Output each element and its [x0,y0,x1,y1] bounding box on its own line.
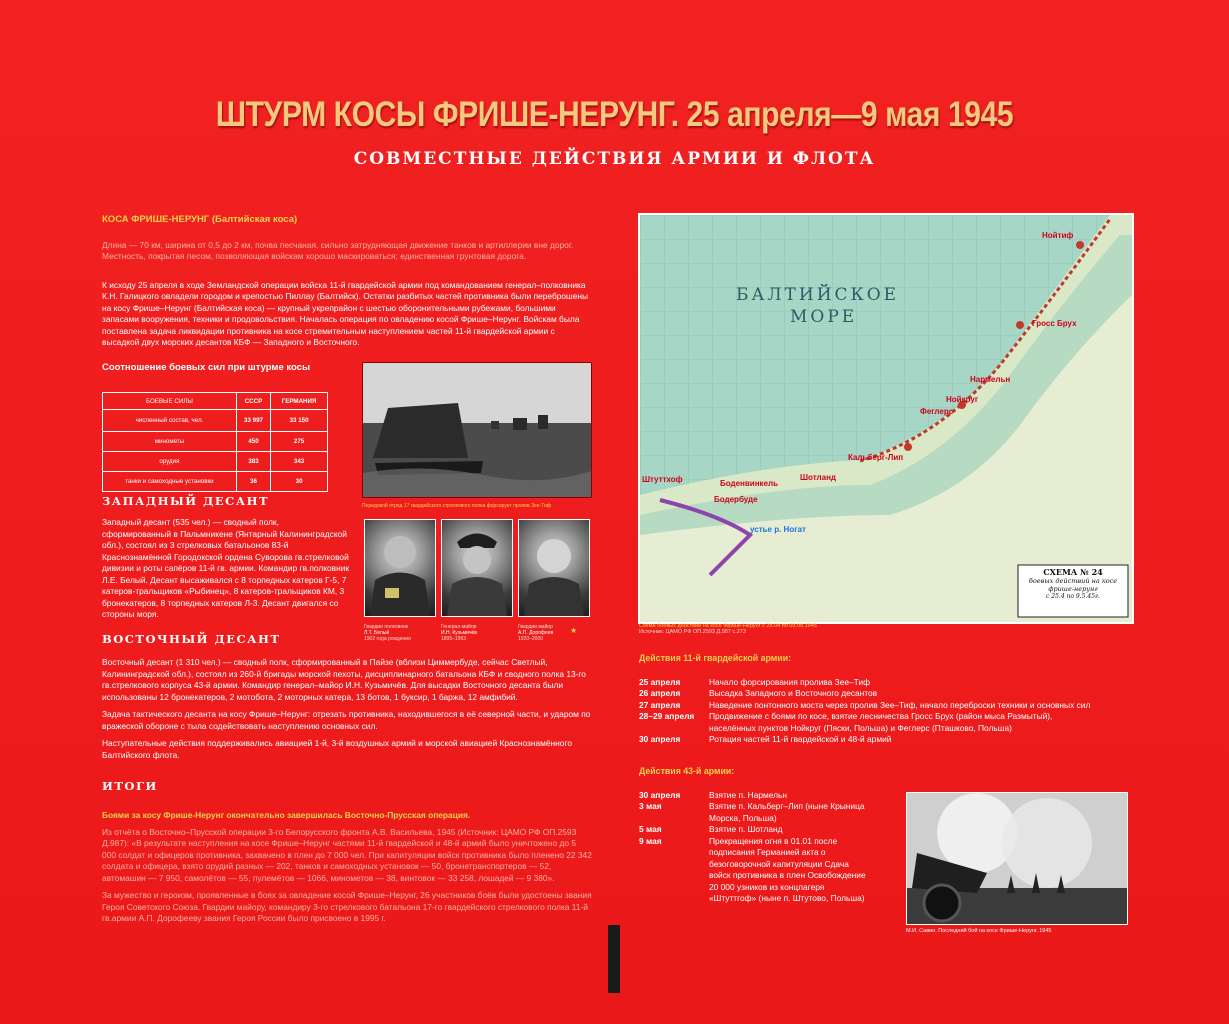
portrait-caption-dorofeev [518,624,553,642]
caption-years: 1920–2000 [518,636,544,642]
table-cell-germany: 343 [271,452,328,472]
intro-description: Длина — 70 км, ширина от 0,5 до 2 км, почва песчаная, сильно затрудняющая движение танков и артиллерии вне дорог. Местность, покрытая песом, позволяющая войскам хорошо маскироваться; единственная грунтовая дорога. [102,239,574,261]
results-heroes: За мужество и героизм, проявленные в боях за овладение косой Фрише–Нерунг, 26 участников боёв были удостоены звания Героя Советского Союза. Гвардии майору, командиру 3-го стрелкового батальона 17-го гвардейского стрелкового полка 11-й гв.армии А.П. Дорофееву звания Героя России было присвоено в 1995 г. [102,890,592,923]
portrait-bely [364,519,436,617]
east-landing-heading: ВОСТОЧНЫЙ ДЕСАНТ [102,632,281,646]
timeline-row [639,836,869,905]
east-landing-para-1: Восточный десант (1 310 чел.) — сводный полк, сформированный в Пайзе (вблизи Циммербуде, сейчас Светлый, Калининградской обл.), состоял из 260-й бригады морской пехоты, дисциплинарного батальона КБФ и сводного полка 13-го гв.стрелкового корпуса 43-й армии. Командир генерал–майор И.Н. Кузьмичёв. Для высадки Восточного десанта были использованы 12 бронекатеров, 2 мотобота, 2 моторных катера, 13 ботов, 1 буксир, 1 баржа, 12 амфибий. [102,657,586,702]
table-row [103,452,328,472]
table-header-cell: СССР [236,393,270,410]
caption-rank: Генерал-майор [441,624,477,630]
west-landing-body: Западный десант (535 чел.) — сводный полк, сформированный в Пальмникене (Янтарный Калининградской обл.), состоял из 3 стрелковых батальонов 83-й Краснознамённой Городокской ордена Суворова гв.стрелковой дивизии и роты сапёров 11-й гв. армии. Командир гв.полковник Л.Е. Белый. Десант высаживался с 8 торпедных катеров Г-5, 7 катеров-тральщиков «Рыбинец», 8 катеров-тральщиков КМ, 3 бронекатеров, 8 торпедных катеров Л-3. Десант двигался со стороны моря. [102,517,350,619]
timeline-row [639,711,1134,734]
timeline-text: Взятие п. Нармельн [709,789,788,800]
portrait-dorofeev [518,519,590,617]
portrait-dorofeev-illustration [519,520,589,616]
battle-map-illustration [640,215,1132,622]
table-header-cell: ГЕРМАНИЯ [271,393,328,410]
portrait-kuzmichev-illustration [442,520,512,616]
caption-name: И.Н. Кузьмичёв [441,630,477,636]
hero-star-icon: ★ [570,626,578,635]
map-place-label: Бодербуде [714,495,758,504]
timeline-date: 5 мая [639,824,662,834]
timeline-row [639,700,1134,712]
page-title: ШТУРМ КОСЫ ФРИШЕ-НЕРУНГ. 25 апреля—9 мая 1945 [215,95,1014,134]
table-row [103,410,328,432]
map-place-label: Боденвинкель [720,479,779,488]
timeline-row [639,824,869,836]
table-cell-germany: 275 [271,432,328,452]
table-cell-ussr: 36 [236,472,270,492]
army43-heading: Действия 43-й армии: [639,766,735,776]
timeline-row [639,688,1134,700]
timeline-date: 26 апреля [639,688,681,698]
map-place-label: Нармельн [970,375,1011,384]
table-header-row [103,393,328,410]
results-body [102,810,592,931]
timeline-date: 3 мая [639,801,662,811]
portrait-bely-illustration [365,520,435,616]
timeline-date: 25 апреля [639,676,681,687]
results-report: Из отчёта о Восточно–Прусской операции 3-го Белорусского фронта А.В. Васильева, 1945 (Источник: ЦАМО РФ ОП.2593 Д.987): «В результате наступления на косе Фрише–Нерунг частями 11-й гвардейской и 48-й армий было уничтожено до 5 000 солдат и офицеров противника, захвачено в плен до 7 000 чел. При капитуляции войск противника было пленено 22 342 солдата и офицера, взято орудий разных — 202, танков и самоходных установок — 50, бронетранспортеров — 52, автомашин — 7 950, самолётов — 55, пулемётов — 1066, минометов — 38, винтовок — 33 258, лошадей — 9 380». [102,826,592,883]
timeline-text: Прекращения огня в 01.01 после подписания Германией акта о безоговорочной капитуляции Сдача войск противника в плен Освобождение 20 000 узников из концлагеря «Штуттгоф» (ныне п. Штутово, Польша) [709,835,866,903]
caption-name: Л.Т. Белый [364,630,390,636]
timeline-text: Ротация частей 11-й гвардейской и 48-й армий [709,734,892,744]
timeline-date: 28–29 апреля [639,711,695,721]
map-place-label: устье р. Ногат [750,525,806,534]
map-legend-title: СХЕМА № 24 [1043,567,1103,577]
timeline-text: Высадка Западного и Восточного десантов [709,688,878,698]
landing-craft-photo [362,362,592,498]
intro-section [102,214,592,355]
intro-heading: КОСА ФРИШЕ-НЕРУНГ (Балтийская коса) [102,214,298,225]
caption-rank: Гвардии полковник [364,624,409,630]
map-place-label: Нойтиф [1042,231,1074,240]
east-landing-body [102,657,592,767]
map-place-label: Штуттхоф [642,475,683,484]
timeline-date: 27 апреля [639,699,681,710]
landing-craft-illustration [363,363,591,497]
portrait-caption-kuzmichev [441,624,477,642]
map-place-label: Нойкруг [946,395,979,404]
timeline-date: 30 апреля [639,734,681,744]
results-heading: ИТОГИ [102,779,158,793]
timeline-date: 9 мая [639,835,662,846]
artillery-photo [906,792,1128,925]
table-cell-ussr: 450 [236,432,270,452]
caption-name: А.П. Дорофеев [518,630,554,636]
table-cell-label: орудия [103,452,237,472]
intro-body: К исходу 25 апреля в ходе Земландской операции войска 11-й гвардейской армии под командованием генерал–полковника К.Н. Галицкого овладели городом и крепостью Пиллау (Балтийск). Остатки разбитых частей противника были переброшены на косу Фрише–Нерунг (Балтийская коса) — крупный укрепрайон с шестью оборонительными рубежами, большими запасами вооружения, техники и продовольствия. Началась операция по овладению косой Фрише–Нерунг. Войскам была поставлена задача ликвидации противника на косе стремительным наступлением частей 11-й гвардейской армии с высадкой двух морских десантов КБФ — Западного и Восточного. [102,279,589,347]
battle-map [638,213,1134,624]
map-caption: Схема боевых действий на косе Фрише-Нерунг с 25.04 по 09.05.1945 [639,623,817,629]
table-cell-germany: 33 150 [271,410,328,432]
spine-decoration [608,925,620,993]
caption-rank: Гвардии майор [518,624,553,630]
artillery-caption: М.И. Савин. Последний бой на косе Фрише-Нерунг. 1945 [906,928,1052,934]
table-cell-label: танки и самоходные установки [103,472,237,492]
map-source: Источник: ЦАМО РФ ОП.2593 Д.987 с.273 [639,629,746,635]
table-row [103,472,328,492]
east-landing-para-2: Задача тактического десанта на косу Фрише–Нерунг: отрезать противника, находившегося в её северной части, и ударом по вражеской обороне с тыла содействовать наступлению основных сил. [102,709,591,731]
timeline-text: Взятие п. Кальберг–Лип (ныне Крыница Морска, Польша) [709,801,865,823]
map-sea-label: БАЛТИЙСКОЕ [736,285,900,305]
forces-table [102,392,328,492]
timeline-row [639,801,869,824]
map-legend-dates: с 25.4 по 9.5.45г. [1046,593,1100,600]
landing-craft-caption: Передовой отряд 17 гвардейского стрелкового полка форсирует пролив Зее-Тиф [362,503,551,509]
table-cell-germany: 30 [271,472,328,492]
timeline-text: Взятие п. Шотланд [709,824,783,834]
timeline-text: Наведение понтонного моста через пролив Зее–Тиф, начало переброски техники и основных сил [709,699,1091,710]
map-place-label: Кальберг-Лип [848,453,904,462]
army43-timeline [639,766,869,905]
map-legend [1020,567,1126,600]
table-cell-label: минометы [103,432,237,452]
results-lead: Боями за косу Фрише-Нерунг окончательно завершилась Восточно-Прусская операция. [102,810,471,820]
west-landing-heading: ЗАПАДНЫЙ ДЕСАНТ [102,494,270,508]
portrait-caption-bely [364,624,411,642]
map-legend-body: боевых действий на косе фрише-нерунг [1028,577,1118,593]
table-header-cell: БОЕВЫЕ СИЛЫ [103,393,237,410]
timeline-date: 30 апреля [639,789,681,800]
army11-timeline [639,653,1134,746]
timeline-row [639,734,1134,746]
map-sea-label-2: МОРЕ [790,307,858,327]
timeline-row [639,677,1134,689]
caption-years: 1902 года рождения [364,636,411,642]
east-landing-para-3: Наступательные действия поддерживались авиацией 1-й, 3-й воздушных армий и морской авиацией Краснознамённого Балтийского флота. [102,738,572,760]
army11-heading: Действия 11-й гвардейской армии: [639,653,792,663]
artillery-illustration [907,793,1127,924]
table-cell-label: численный состав, чел. [103,410,237,432]
map-place-label: Шотланд [800,473,836,482]
timeline-row [639,790,869,802]
table-cell-ussr: 33 997 [236,410,270,432]
map-place-label: Гросс Брух [1032,319,1077,328]
caption-years: 1895–1963 [441,636,467,642]
page-subtitle: СОВМЕСТНЫЕ ДЕЙСТВИЯ АРМИИ И ФЛОТА [353,149,876,169]
forces-table-title: Соотношение боевых сил при штурме косы [102,362,311,373]
timeline-text: Начало форсирования пролива Зее–Тиф [709,676,870,687]
table-cell-ussr: 383 [236,452,270,472]
timeline-text: Продвижение с боями по косе, взятие лесничества Гросс Брух (район мыса Размытый), населённых пунктов Нойкруг (Пяски, Польша) и Феглерс (Пташково, Польша) [709,711,1053,733]
map-place-label: Феглерс [920,407,954,416]
portrait-kuzmichev [441,519,513,617]
table-row [103,432,328,452]
